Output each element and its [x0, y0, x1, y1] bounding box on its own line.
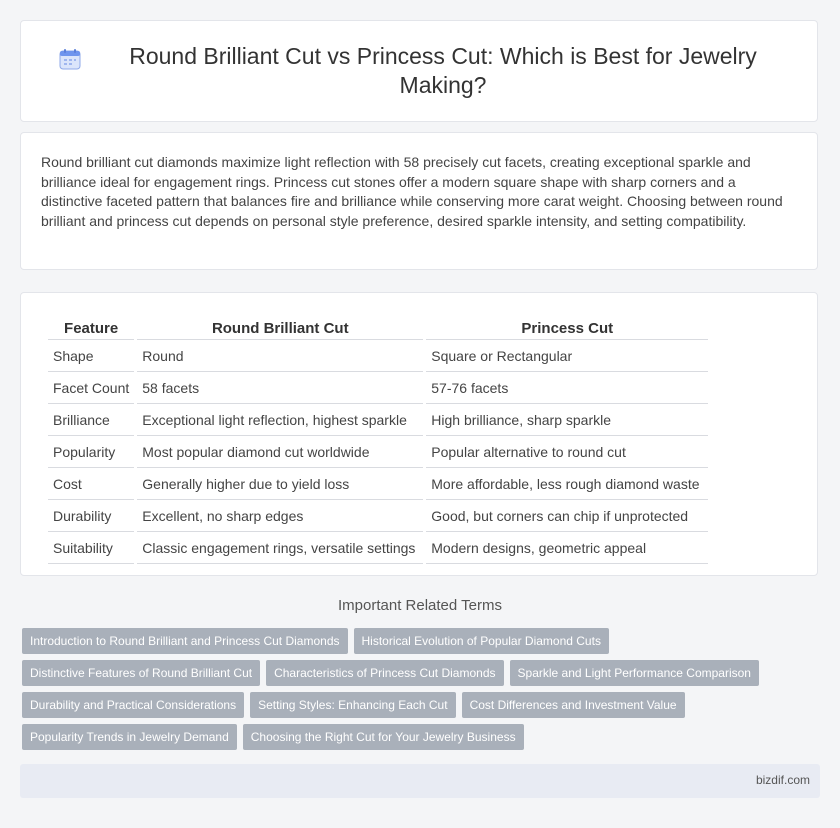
tag-durability[interactable]: Durability and Practical Considerations [22, 692, 244, 718]
header-round-brilliant: Round Brilliant Cut [137, 317, 423, 340]
tag-round-brilliant-features[interactable]: Distinctive Features of Round Brilliant Cut [22, 660, 260, 686]
table-cell: Round [137, 342, 423, 372]
table-cell: Facet Count [48, 374, 134, 404]
table-cell: Good, but corners can chip if unprotected [426, 502, 708, 532]
header-feature: Feature [48, 317, 134, 340]
intro-card [20, 132, 818, 270]
header-inner [59, 42, 779, 100]
table-cell: Brilliance [48, 406, 134, 436]
table-header-row [48, 317, 708, 340]
table-row [48, 374, 708, 404]
related-terms-title: Important Related Terms [338, 597, 502, 614]
intro-paragraph: Round brilliant cut diamonds maximize light reflection with 58 precisely cut facets, creating exceptional sparkle and brilliance ideal for engagement rings. Princess cut stones offer a modern square shape with sharp corners and a distinctive faceted pattern that balances fire and brilliance while conserving more carat weight. Choosing between round brilliant and princess cut depends on personal style preference, desired sparkle intensity, and setting compatibility. [41, 154, 783, 229]
table-row [48, 342, 708, 372]
table-cell: Generally higher due to yield loss [137, 470, 423, 500]
table-cell: Square or Rectangular [426, 342, 708, 372]
tag-sparkle-comparison[interactable]: Sparkle and Light Performance Comparison [510, 660, 759, 686]
footer-site-link[interactable]: bizdif.com [755, 773, 810, 787]
calendar-icon [59, 48, 81, 70]
table-cell: Modern designs, geometric appeal [426, 534, 708, 564]
tag-choosing-right-cut[interactable]: Choosing the Right Cut for Your Jewelry Business [243, 724, 524, 750]
table-cell: Classic engagement rings, versatile settings [137, 534, 423, 564]
table-cell: Durability [48, 502, 134, 532]
related-terms-tags [22, 628, 812, 750]
table-cell: Most popular diamond cut worldwide [137, 438, 423, 468]
table-row [48, 438, 708, 468]
table-row [48, 534, 708, 564]
table-cell: Popular alternative to round cut [426, 438, 708, 468]
table-cell: 57-76 facets [426, 374, 708, 404]
table-row [48, 502, 708, 532]
table-cell: Popularity [48, 438, 134, 468]
tag-princess-characteristics[interactable]: Characteristics of Princess Cut Diamonds [266, 660, 503, 686]
table-cell: 58 facets [137, 374, 423, 404]
footer [20, 764, 820, 798]
tag-popularity-trends[interactable]: Popularity Trends in Jewelry Demand [22, 724, 237, 750]
table-cell: Suitability [48, 534, 134, 564]
tag-introduction[interactable]: Introduction to Round Brilliant and Princess Cut Diamonds [22, 628, 348, 654]
table-row [48, 470, 708, 500]
table-cell: Excellent, no sharp edges [137, 502, 423, 532]
table-cell: High brilliance, sharp sparkle [426, 406, 708, 436]
table-cell: Shape [48, 342, 134, 372]
page-title: Round Brilliant Cut vs Princess Cut: Which is Best for Jewelry Making? [129, 43, 757, 98]
table-row [48, 406, 708, 436]
table-cell: Exceptional light reflection, highest sparkle [137, 406, 423, 436]
tag-historical-evolution[interactable]: Historical Evolution of Popular Diamond Cuts [354, 628, 609, 654]
header-princess: Princess Cut [426, 317, 708, 340]
header-card [20, 20, 818, 122]
tag-setting-styles[interactable]: Setting Styles: Enhancing Each Cut [250, 692, 455, 718]
table-cell: More affordable, less rough diamond waste [426, 470, 708, 500]
comparison-card [20, 292, 818, 576]
table-cell: Cost [48, 470, 134, 500]
comparison-table [45, 315, 711, 566]
tag-cost-differences[interactable]: Cost Differences and Investment Value [462, 692, 685, 718]
